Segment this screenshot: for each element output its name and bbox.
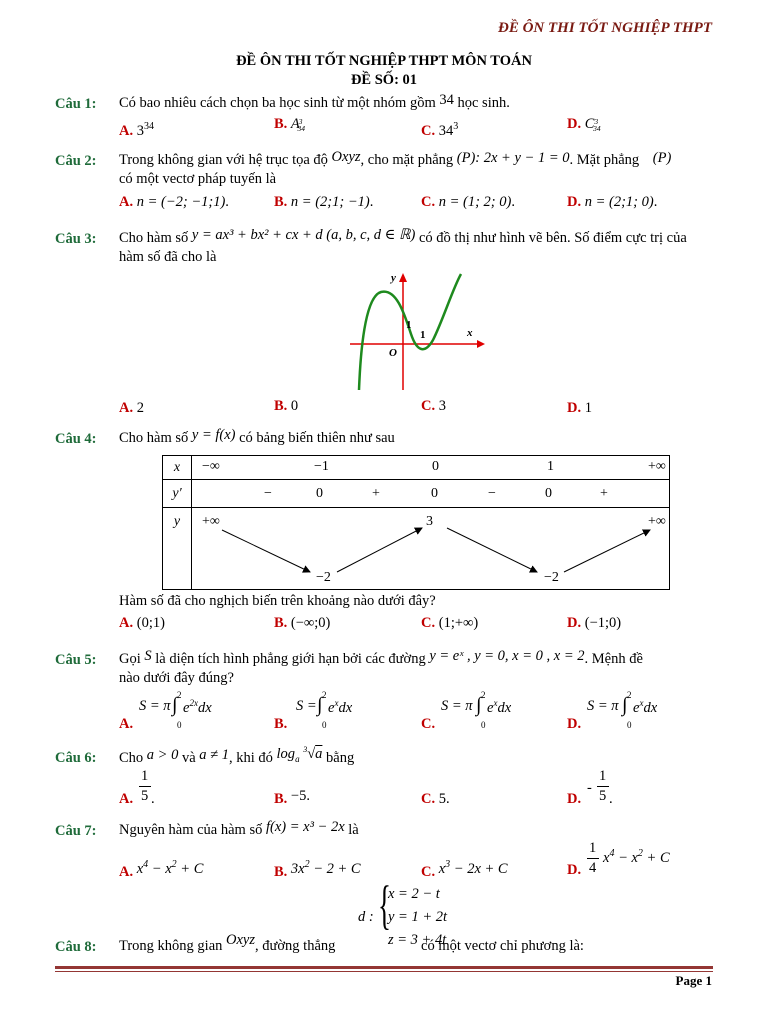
question-text: Trong không gian Oxyz, đường thẳng có một vectơ chỉ phương là: [119, 932, 584, 954]
question-label: Câu 5: [55, 652, 97, 668]
option-b[interactable]: B. $A^3_{34}$ [274, 116, 306, 133]
question-label: Câu 6: [55, 750, 97, 766]
variation-table: x −∞ −1 0 1 +∞ y′ − 0 + 0 − 0 + y +∞ −2 3 −2 +∞ [162, 455, 670, 590]
row-header-x: x [163, 456, 192, 480]
question-text: Cho hàm số y = ax³ + bx² + cx + d (a, b, c, d ∈ ℝ) có đồ thị như hình vẽ bên. Số điểm cực trị của [119, 227, 687, 246]
option-c[interactable]: C. (1;+∞) [421, 615, 479, 631]
question-text-line2: hàm số đã cho là [119, 249, 217, 265]
question-label: Câu 4: [55, 431, 97, 447]
option-a[interactable]: A. S = π 2 ∫ 0 $e^{2x}dx$ [119, 690, 212, 732]
option-d[interactable]: D. 1 4 $x^4 - x^2 + C$ [567, 840, 670, 878]
option-d[interactable]: D. (−1;0) [567, 615, 622, 631]
footer-divider-thin [55, 971, 713, 972]
option-b[interactable]: B. 0 [274, 398, 299, 414]
option-a[interactable]: A. 1 5 . [119, 768, 155, 807]
y-axis-label: y [391, 272, 396, 284]
cubic-graph [345, 268, 485, 394]
question-text: Cho hàm số y = f(x) có bảng biến thiên như sau [119, 427, 395, 446]
option-c[interactable]: C. $x^3 - 2x + C$ [421, 859, 508, 880]
option-d[interactable]: D. - 1 5 . [567, 768, 613, 807]
exam-title: ĐỀ ÔN THI TỐT NGHIỆP THPT MÔN TOÁN [236, 53, 532, 69]
exam-number: ĐỀ SỐ: 01 [350, 72, 418, 88]
question-text: Cho a > 0 và a ≠ 1, khi đó $\log_a ^3√a$ bằng [119, 745, 355, 766]
option-b[interactable]: B. $3x^2 - 2 + C$ [274, 859, 361, 880]
origin-label: O [389, 347, 397, 359]
page-number: Page 1 [675, 973, 712, 988]
y-tick-label: 1 [406, 319, 412, 331]
question-text: Trong không gian với hệ trục tọa độ Oxyz, cho mặt phẳng (P): 2x + y − 1 = 0. Mặt phẳng (P) [119, 149, 672, 168]
question-label: Câu 1: [55, 96, 97, 112]
x-axis-label: x [467, 327, 473, 339]
row-header-y: y [163, 508, 192, 590]
question-text-line2: nào dưới đây đúng? [119, 670, 234, 686]
option-a[interactable]: A. (0;1) [119, 615, 165, 631]
question-label: Câu 3: [55, 231, 97, 247]
option-d[interactable]: D. 1 [567, 400, 592, 416]
option-a[interactable]: A. n = (−2; −1;1). [119, 194, 229, 210]
option-b[interactable]: B. n = (2;1; −1). [274, 194, 374, 210]
option-b[interactable]: B. S = 2 ∫ 0 $e^xdx$ [274, 690, 353, 732]
question-text-line2: Hàm số đã cho nghịch biến trên khoảng nào dưới đây? [119, 593, 436, 609]
option-c[interactable]: C. 5. [421, 791, 450, 807]
option-c[interactable]: C. S = π 2 ∫ 0 $e^xdx$ [421, 690, 512, 732]
option-c[interactable]: C. n = (1; 2; 0). [421, 194, 515, 210]
option-b[interactable]: B. (−∞;0) [274, 615, 331, 631]
option-c[interactable]: C. 3 [421, 398, 446, 414]
line-system: d : { x = 2 − t y = 1 + 2t z = 3 + 4t [358, 875, 448, 948]
question-text: Gọi S là diện tích hình phẳng giới hạn bởi các đường y = eˣ , y = 0, x = 0 , x = 2. Mệnh đề [119, 648, 643, 667]
x-tick-label: 1 [420, 329, 426, 341]
footer-divider [55, 966, 713, 969]
option-d[interactable]: D. $C^3_{34}$ [567, 116, 601, 133]
option-b[interactable]: B. −5. [274, 788, 310, 807]
option-c[interactable]: C. $34^3$ [421, 121, 459, 139]
question-label: Câu 8: [55, 939, 97, 955]
option-a[interactable]: A. $3^{34}$ [119, 121, 154, 139]
question-text-line2: có một vectơ pháp tuyến là [119, 171, 277, 187]
question-text: Có bao nhiêu cách chọn ba học sinh từ một nhóm gồm 34 học sinh. [119, 92, 510, 111]
option-d[interactable]: D. S = π 2 ∫ 0 $e^xdx$ [567, 690, 658, 732]
option-a[interactable]: A. $x^4 - x^2 + C$ [119, 859, 204, 880]
row-header-yprime: y′ [163, 480, 192, 508]
option-a[interactable]: A. 2 [119, 400, 144, 416]
option-d[interactable]: D. n = (2;1; 0). [567, 194, 658, 210]
question-text: Nguyên hàm của hàm số f(x) = x³ − 2x là [119, 819, 359, 838]
question-label: Câu 7: [55, 823, 97, 839]
question-label: Câu 2: [55, 153, 97, 169]
page-header: ĐỀ ÔN THI TỐT NGHIỆP THPT [497, 20, 712, 36]
